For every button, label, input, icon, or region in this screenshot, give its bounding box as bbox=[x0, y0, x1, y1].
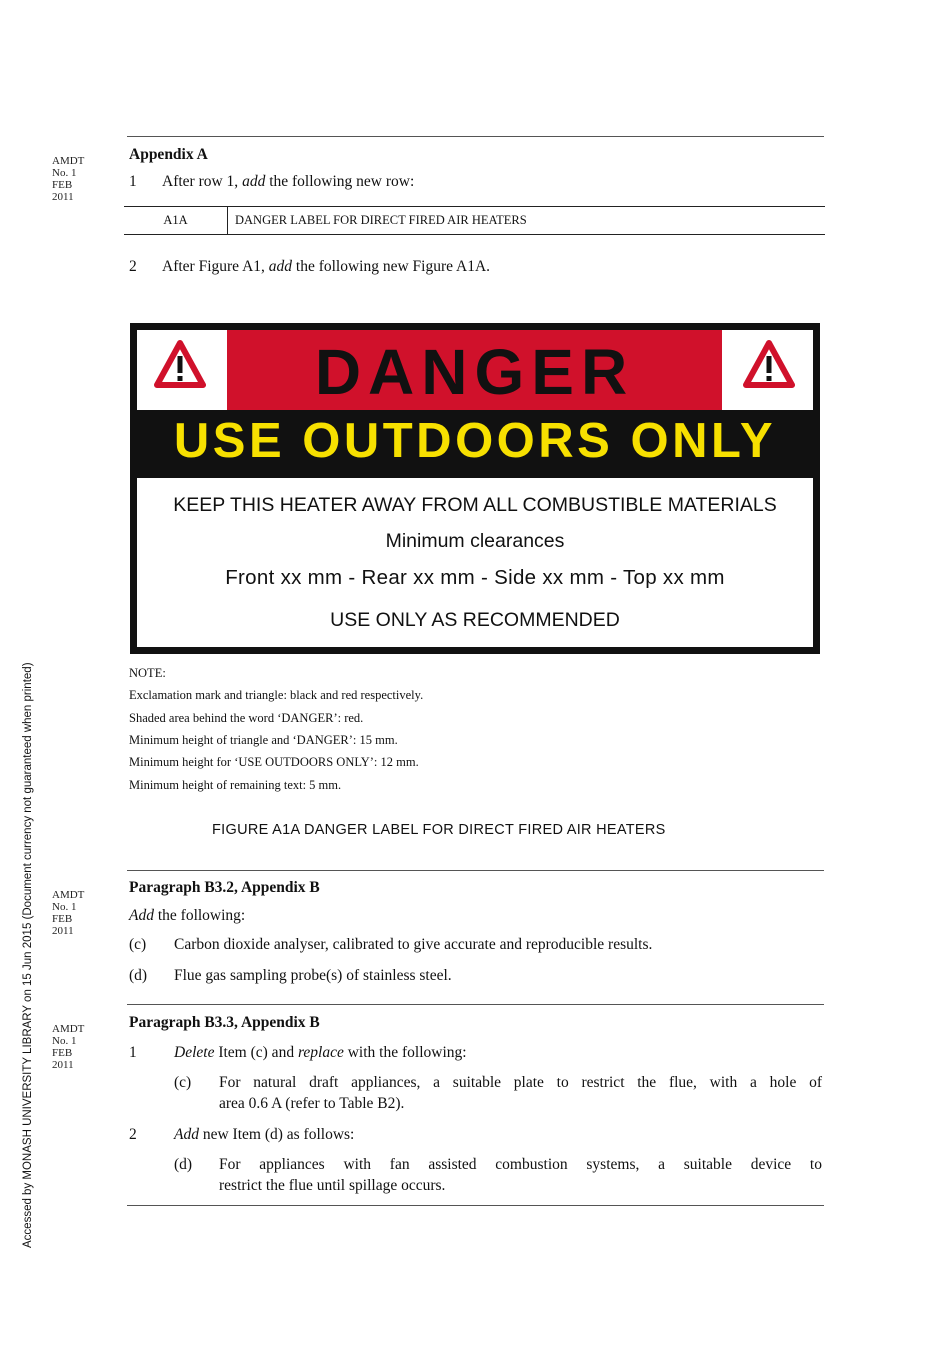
item-number: 1 bbox=[129, 1044, 137, 1061]
note-line: Minimum height of remaining text: 5 mm. bbox=[129, 778, 342, 792]
instruction-text: After row 1, add the following new row: bbox=[162, 173, 415, 190]
clearances-text: Front xx mm - Rear xx mm - Side xx mm - Top xx mm bbox=[225, 566, 725, 589]
section-heading: Paragraph B3.3, Appendix B bbox=[129, 1014, 320, 1031]
item-label: (d) bbox=[174, 1156, 193, 1173]
amendment-note: AMDT No. 1 FEB 2011 bbox=[52, 889, 85, 937]
section-heading: Appendix A bbox=[129, 146, 208, 163]
divider bbox=[127, 870, 824, 871]
item-text: restrict the flue until spillage occurs. bbox=[219, 1177, 446, 1194]
item-text: For natural draft appliances, a suitable plate to restrict the flue, with a hole of bbox=[219, 1074, 822, 1091]
min-clearances-text: Minimum clearances bbox=[385, 530, 565, 552]
instruction-text: After Figure A1, add the following new Figure A1A. bbox=[162, 258, 491, 275]
row-title: DANGER LABEL FOR DIRECT FIRED AIR HEATERS bbox=[235, 213, 527, 227]
recommended-text: USE ONLY AS RECOMMENDED bbox=[330, 609, 620, 631]
note-title: NOTE: bbox=[129, 666, 166, 680]
item-label: (c) bbox=[174, 1074, 192, 1091]
item-number: 2 bbox=[129, 1126, 137, 1143]
section-heading: Paragraph B3.2, Appendix B bbox=[129, 879, 320, 896]
use-outdoors-text: USE OUTDOORS ONLY bbox=[173, 414, 777, 468]
warning-triangle-icon bbox=[743, 339, 795, 389]
item-number: 2 bbox=[129, 258, 137, 275]
figure-caption: FIGURE A1A DANGER LABEL FOR DIRECT FIRED AIR HEATERS bbox=[212, 822, 666, 838]
item-text: area 0.6 A (refer to Table B2). bbox=[219, 1095, 405, 1112]
amendment-note: AMDT No. 1 FEB 2011 bbox=[52, 155, 85, 203]
item-number: 1 bbox=[129, 173, 137, 190]
amendment-note: AMDT No. 1 FEB 2011 bbox=[52, 1023, 85, 1071]
label-info-panel bbox=[137, 478, 813, 647]
row-code: A1A bbox=[124, 207, 228, 234]
new-table-row bbox=[124, 206, 825, 235]
danger-label bbox=[130, 323, 820, 654]
instruction-text: Add the following: bbox=[129, 907, 246, 924]
instruction-text: Add new Item (d) as follows: bbox=[174, 1126, 355, 1143]
divider bbox=[127, 1004, 824, 1005]
note-line: Shaded area behind the word ‘DANGER’: red. bbox=[129, 711, 364, 725]
instruction-text: Delete Item (c) and replace with the following: bbox=[174, 1044, 467, 1061]
danger-title: DANGER bbox=[314, 336, 635, 408]
item-text: Flue gas sampling probe(s) of stainless steel. bbox=[174, 967, 452, 984]
access-watermark: Accessed by MONASH UNIVERSITY LIBRARY on 15 Jun 2015 (Document currency not guaranteed when printed) bbox=[22, 662, 34, 1248]
divider bbox=[127, 136, 824, 137]
note-line: Exclamation mark and triangle: black and red respectively. bbox=[129, 688, 424, 702]
note-line: Minimum height for ‘USE OUTDOORS ONLY’: 12 mm. bbox=[129, 755, 419, 769]
item-label: (d) bbox=[129, 967, 148, 984]
note-line: Minimum height of triangle and ‘DANGER’: 15 mm. bbox=[129, 733, 398, 747]
item-text: Carbon dioxide analyser, calibrated to give accurate and reproducible results. bbox=[174, 936, 653, 953]
divider bbox=[127, 1205, 824, 1206]
item-text: For appliances with fan assisted combustion systems, a suitable device to bbox=[219, 1156, 822, 1173]
keep-away-text: KEEP THIS HEATER AWAY FROM ALL COMBUSTIBLE MATERIALS bbox=[173, 494, 777, 516]
warning-triangle-icon bbox=[154, 339, 206, 389]
item-label: (c) bbox=[129, 936, 147, 953]
